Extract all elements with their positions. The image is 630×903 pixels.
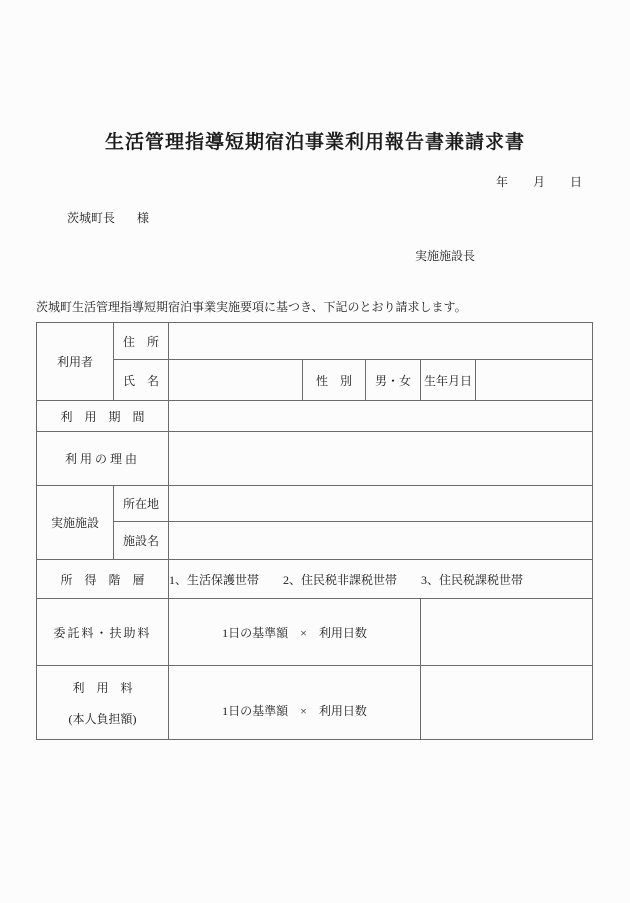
reason-value-cell [169, 432, 593, 486]
consignment-amount-cell [421, 599, 593, 666]
facility-name-value-cell [169, 522, 593, 560]
facility-section-label-cell: 実施施設 [37, 486, 114, 560]
row-user-name [37, 360, 593, 401]
income-option-3: 3、住民税課税世帯 [421, 572, 524, 587]
row-consignment-fee [37, 599, 593, 666]
fee-formula-cell: 1日の基準額 × 利用日数 [169, 666, 421, 740]
income-option-1: 1、生活保護世帯 [169, 572, 260, 587]
period-value-cell [169, 401, 593, 432]
reason-label-cell: 利用の理由 [37, 432, 169, 486]
gender-value-cell: 男・女 [366, 360, 421, 401]
row-usage-fee [37, 666, 593, 740]
fee-label: 利 用 料 [72, 680, 133, 695]
intro-text: 茨城町生活管理指導短期宿泊事業実施要項に基つき、下記のとおり請求します。 [36, 300, 467, 314]
date-line [496, 173, 582, 190]
sender-title: 実施施設長 [415, 249, 476, 263]
row-facility-name [37, 522, 593, 560]
facility-name-label-cell: 施設名 [114, 522, 169, 560]
row-reason [37, 432, 593, 486]
addressee-name: 茨城町長 [67, 211, 116, 225]
page-title: 生活管理指導短期宿泊事業利用報告書兼請求書 [104, 132, 525, 153]
birthdate-label-cell: 生年月日 [421, 360, 476, 401]
row-facility-location [37, 486, 593, 522]
name-value-cell [169, 360, 303, 401]
date-month-label: 月 [532, 175, 545, 189]
addressee-line [67, 209, 149, 226]
address-label-cell: 住 所 [114, 323, 169, 360]
location-label-cell: 所在地 [114, 486, 169, 522]
row-income [37, 560, 593, 599]
date-year-label: 年 [495, 175, 508, 189]
period-label-cell: 利 用 期 間 [37, 401, 169, 432]
user-section-label-cell: 利用者 [37, 323, 114, 401]
addressee-honorific: 様 [137, 211, 150, 225]
request-form-table [36, 322, 593, 740]
name-label-cell: 氏 名 [114, 360, 169, 401]
consignment-label-cell: 委託料・扶助料 [37, 599, 169, 666]
fee-label-cell [37, 666, 169, 740]
birthdate-value-cell [476, 360, 593, 401]
address-value-cell [169, 323, 593, 360]
row-user-address [37, 323, 593, 360]
fee-sub-label: (本人負担額) [68, 711, 137, 726]
income-options-cell [169, 560, 593, 599]
consignment-formula-cell: 1日の基準額 × 利用日数 [169, 599, 421, 666]
income-label-cell: 所 得 階 層 [37, 560, 169, 599]
date-day-label: 日 [569, 175, 582, 189]
gender-label-cell: 性 別 [303, 360, 366, 401]
income-option-2: 2、住民税非課税世帯 [283, 572, 398, 587]
location-value-cell [169, 486, 593, 522]
row-period [37, 401, 593, 432]
fee-amount-cell [421, 666, 593, 740]
income-options [169, 571, 592, 588]
